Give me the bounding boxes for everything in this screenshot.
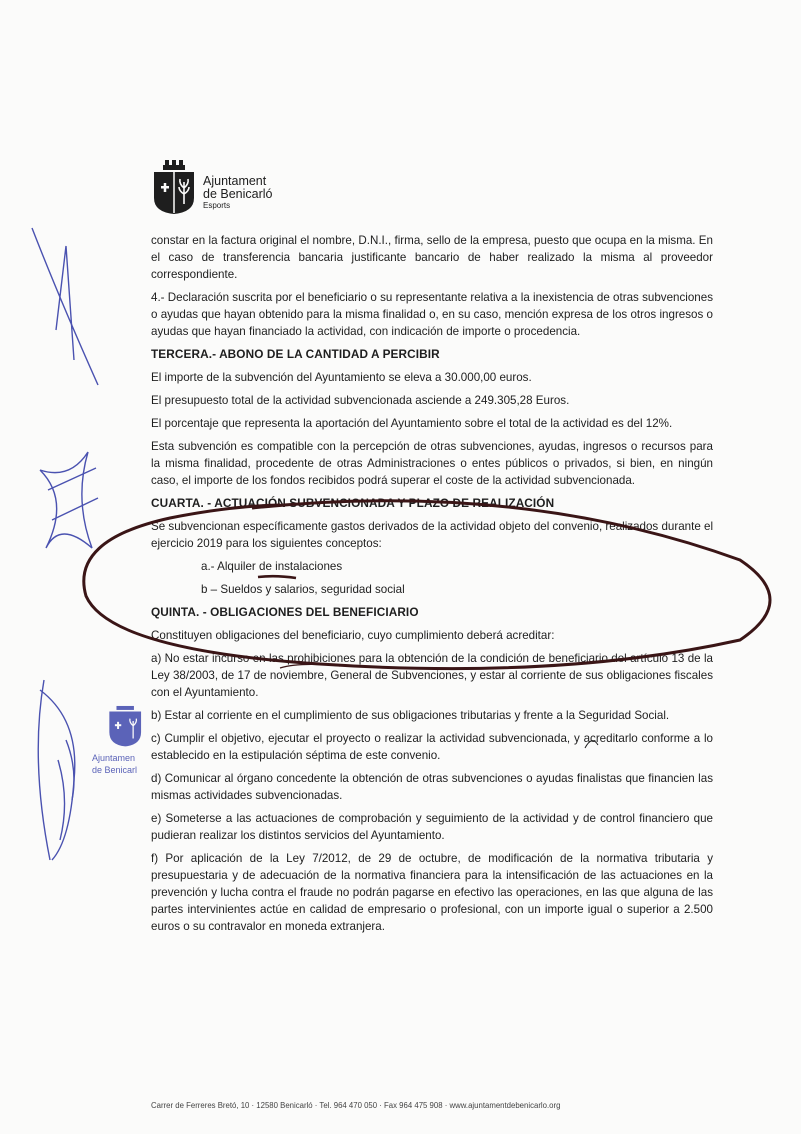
subsidized-text-b: para los siguientes conceptos: [222,537,382,550]
paragraph-obligation-f: f) Por aplicación de la Ley 7/2012, de 29 de octubre, de modificación de la normativa tributaria y presupuestaria y de adecuación de la normativa financiera para la intensificación de las actuaciones en la prevención y lucha contra el fraude no podrán pagarse en efectivo las operaciones, en las que alguna de las partes intervinientes actúe en calidad de empresario o profesional, con un importe igual o superior a 2.500 euros o su contravalor en moneda extranjera. [151,852,713,933]
subsidized-text-a: Se subvencionan específicamente gastos derivados de la actividad objeto del convenio, realizados durante el ejercicio [151,520,714,550]
paragraph-percentage: El porcentaje que representa la aportación del Ayuntamiento sobre el total de la actividad es del 12%. [151,417,673,430]
paragraph-declaration: 4.- Declaración suscrita por el beneficiario o su representante relativa a la inexistencia de otras subvenciones o ayudas que hayan obtenido para la misma finalidad o, en su caso, mención expresa de los otros ingresos o ayudas que hayan financiado la actividad, con indicación de importe o procedencia. [151,291,713,338]
stamp-crest-icon [106,702,146,748]
paragraph-subsidized [151,518,713,552]
paragraph-obligation-a: a) No estar incurso en las prohibiciones para la obtención de la condición de beneficiario del artículo 13 de la Ley 38/2003, de 17 de noviembre, General de Subvenciones, y estar al corriente de sus obligaciones fiscales con el Ayuntamiento. [151,652,713,699]
paragraph-obligation-d: d) Comunicar al órgano concedente la obtención de otras subvenciones o ayudas finalistas que financien las mismas actividades subvencionadas. [151,772,713,802]
org-name-line1: Ajuntament [203,174,267,188]
signature-marks [32,228,98,860]
header-logo [151,158,291,218]
paragraph-obligation-b: b) Estar al corriente en el cumplimiento de sus obligaciones tributarias y frente a la Seguridad Social. [151,709,670,722]
heading-tercera: TERCERA.- ABONO DE LA CANTIDAD A PERCIBIR [151,347,440,361]
paragraph-amount: El importe de la subvención del Ayuntamiento se eleva a 30.000,00 euros. [151,371,532,384]
city-crest-icon [151,158,199,216]
org-name [203,175,273,211]
stamp-line1: Ajuntamen [92,753,136,763]
paragraph-compatibility: Esta subvención es compatible con la percepción de otras subvenciones, ayudas, ingresos o recursos para la misma finalidad, procedente de otras Administraciones o entes públicos o privados, si bien, en ningún caso, el importe de los fondos recibidos podrá superar el coste de la actividad subvencionada. [151,440,713,487]
document-body [151,232,713,941]
paragraph-obligation-c: c) Cumplir el objetivo, ejecutar el proyecto o realizar la actividad subvencionada, y acreditarlo conforme a lo establecido en la estipulación séptima de este convenio. [151,732,713,762]
paragraph-invoice: constar en la factura original el nombre, D.N.I., firma, sello de la empresa, puesto que ocupa en la misma. En el caso de transferencia bancaria justificante bancario de haber realizado la misma al proveedor correspondiente. [151,234,713,281]
org-name-line2: de Benicarló [203,187,273,201]
fiscal-year: 2019 [196,537,223,550]
paragraph-budget: El presupuesto total de la actividad subvencionada asciende a 249.305,28 Euros. [151,394,570,407]
official-stamp [92,702,162,784]
paragraph-obligations-intro: Constituyen obligaciones del beneficiario, cuyo cumplimiento deberá acreditar: [151,629,555,642]
footer-address: Carrer de Ferreres Bretó, 10 · 12580 Benicarló · Tel. 964 470 050 · Fax 964 475 908 · www.ajuntamentdebenicarlo.org [151,1101,561,1110]
department-name: Esports [203,201,231,210]
list-item: a.- Alquiler de instalaciones [201,560,343,573]
paragraph-obligation-e: e) Someterse a las actuaciones de comprobación y seguimiento de la actividad y de control financiero que pudieran realizar los distintos servicios del Ayuntamiento. [151,812,713,842]
heading-quinta: QUINTA. - OBLIGACIONES DEL BENEFICIARIO [151,605,419,619]
list-item: b – Sueldos y salarios, seguridad social [201,583,405,596]
heading-cuarta: CUARTA. - ACTUACIÓN SUBVENCIONADA Y PLAZO DE REALIZACIÓN [151,496,555,510]
stamp-line2: de Benicarl [92,765,138,775]
stamp-text [92,752,137,776]
